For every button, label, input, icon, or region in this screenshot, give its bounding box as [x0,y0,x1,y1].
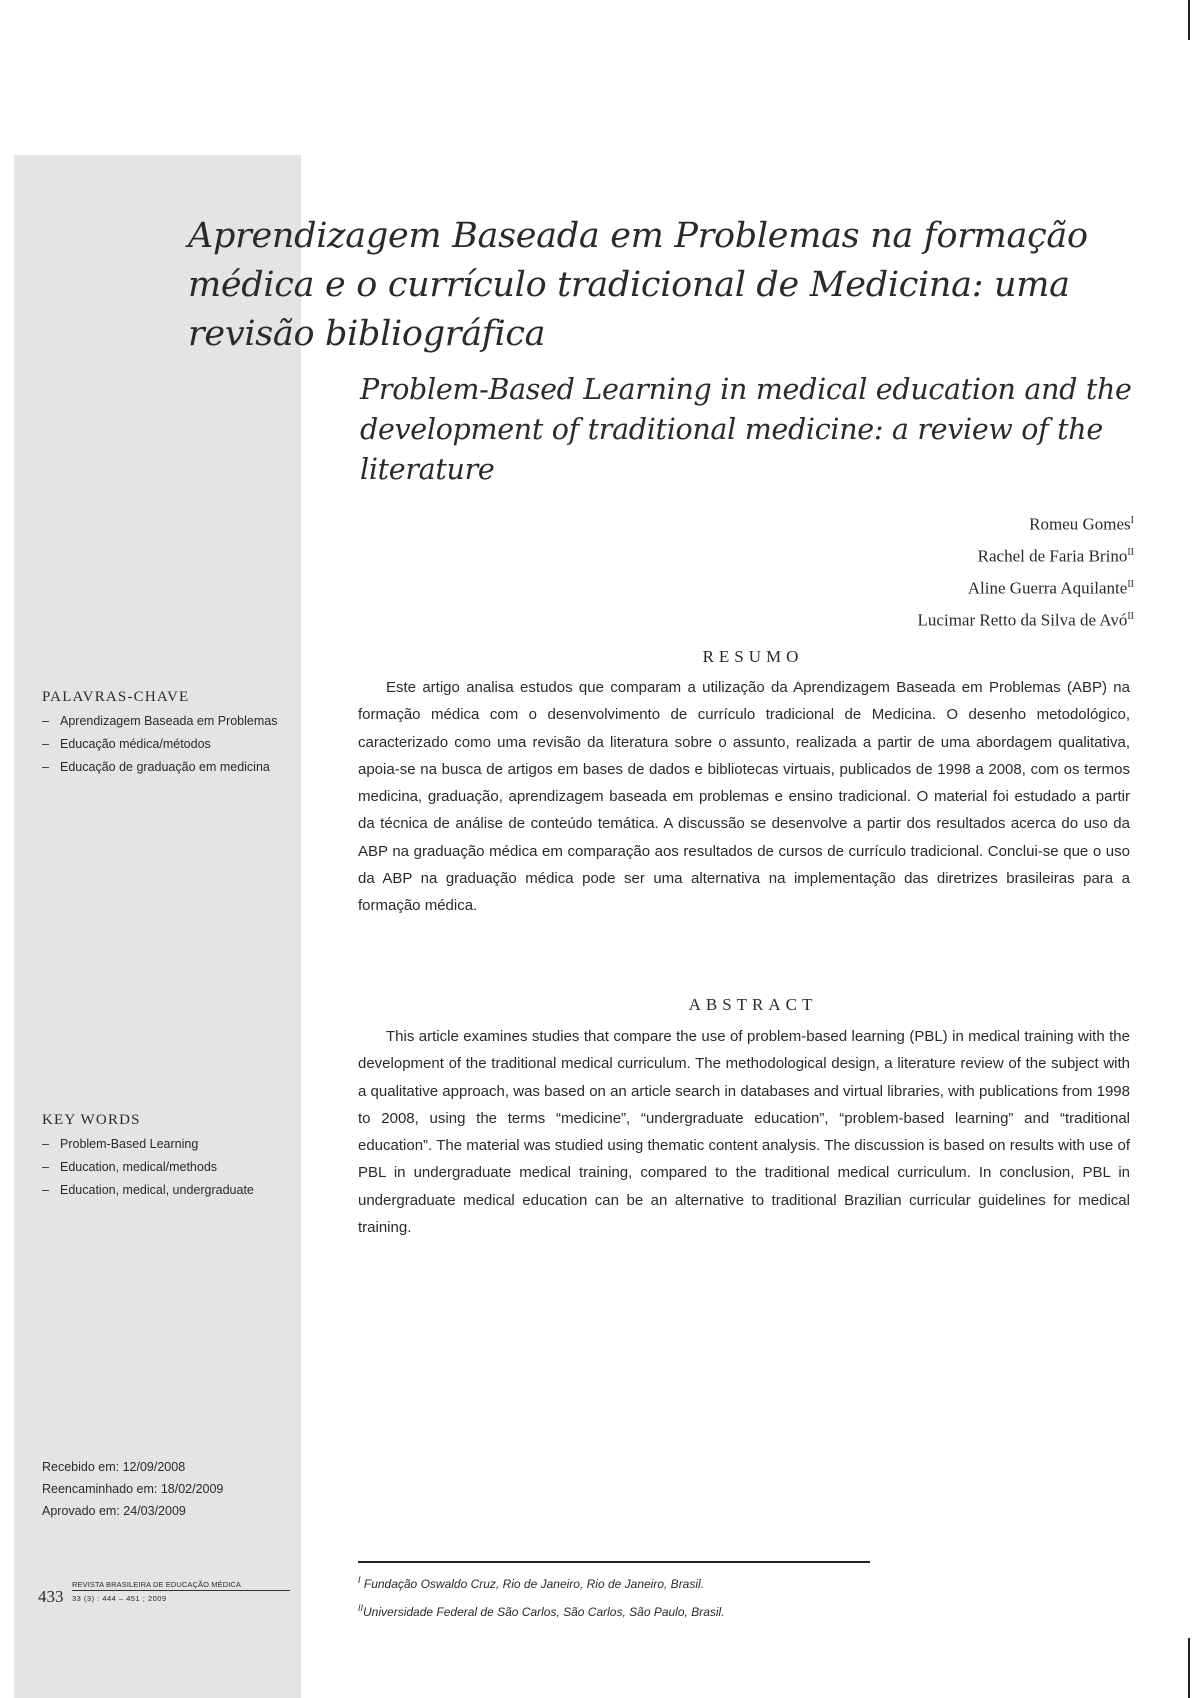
keyword-text: Education, medical/methods [60,1160,218,1174]
journal-citation [72,1580,290,1603]
author-name: Lucimar Retto da Silva de Avó [917,611,1128,631]
keyword-dash: – [42,1137,49,1151]
keyword-text: Educação médica/métodos [60,737,211,751]
author [918,539,1134,571]
keyword-item [42,1135,297,1153]
crop-mark-bottom [1188,1638,1190,1698]
date-approved: Aprovado em: 24/03/2009 [42,1504,186,1518]
palavras-chave-block [42,689,297,781]
palavras-chave-list [42,712,297,776]
resumo-heading: RESUMO [702,647,804,666]
keyword-text: Problem-Based Learning [60,1137,199,1151]
author [918,571,1134,603]
keywords-block [42,1112,297,1204]
palavras-chave-title: PALAVRAS-CHAVE [42,689,190,705]
abstract-heading: ABSTRACT [688,995,818,1014]
keywords-list [42,1135,297,1199]
keyword-item [42,758,297,776]
keyword-item [42,1158,297,1176]
journal-issue: 33 (3) : 444 – 451 ; 2009 [72,1594,167,1603]
author [918,603,1134,635]
footnote-mark: I [358,1575,361,1585]
footnote [358,1596,958,1624]
author-list [918,507,1134,636]
footnote-divider [358,1561,870,1563]
author-affiliation-mark: II [1127,611,1134,623]
keyword-item [42,735,297,753]
date-received: Recebido em: 12/09/2008 [42,1460,186,1474]
footnotes [358,1568,958,1624]
keyword-dash: – [42,1183,49,1197]
footnote-mark: II [358,1603,364,1613]
date-resubmitted: Reencaminhado em: 18/02/2009 [42,1482,224,1496]
keyword-dash: – [42,760,49,774]
resumo-text: Este artigo analisa estudos que comparam a utilização da Aprendizagem Baseada em Problemas (ABP) na formação médica com o desenvolvimento de currículo tradicional de Medicina. O desenho metodológico, caracterizado como uma revisão da literatura sobre o assunto, realizada a partir de uma abordagem qualitativa, apoia-se na busca de artigos em bases de dados e bibliotecas virtuais, publicados de 1998 a 2008, com os termos medicina, graduação, aprendizagem baseada em problemas e ensino tradicional. O material foi estudado a partir da técnica de análise de conteúdo temática. A discussão se desenvolve a partir dos resultados acerca do uso da ABP na graduação médica em comparação aos resultados de cursos de currículo tradicional. Conclui-se que o uso da ABP na graduação médica pode ser uma alternativa na implementação das diretrizes brasileiras para a formação médica. [358,679,1130,915]
keyword-dash: – [42,737,49,751]
submission-dates [42,1456,292,1522]
journal-name: REVISTA BRASILEIRA DE EDUCAÇÃO MÉDICA [72,1580,290,1591]
keyword-dash: – [42,1160,49,1174]
crop-mark-top [1188,0,1190,40]
keyword-text: Education, medical, undergraduate [60,1183,254,1197]
abstract-text: This article examines studies that compare the use of problem-based learning (PBL) in medical training with the development of the traditional medical curriculum. The methodological design, a literature review of the subject with a qualitative approach, was based on an article search in databases and virtual libraries, with publications from 1998 to 2008, using the terms “medicine”, “undergraduate education”, “problem-based learning” and “traditional education”. The material was studied using thematic content analysis. The discussion is based on results with use of PBL in undergraduate medical training, compared to the traditional medical curriculum. In conclusion, PBL in undergraduate medical education can be an alternative to traditional Brazilian curricular guidelines for medical training. [358,1028,1130,1237]
author-affiliation-mark: II [1127,547,1134,559]
author-name: Romeu Gomes [1029,514,1131,534]
keywords-title: KEY WORDS [42,1112,141,1128]
author [918,507,1134,539]
keyword-item [42,712,297,730]
author-name: Aline Guerra Aquilante [967,578,1128,598]
footnote-text: Fundação Oswaldo Cruz, Rio de Janeiro, Rio de Janeiro, Brasil. [363,1577,705,1591]
footnote [358,1568,958,1596]
title-portuguese: Aprendizagem Baseada em Problemas na formação médica e o currículo tradicional de Medicina: uma revisão bibliográfica [188,216,1088,354]
keyword-text: Educação de graduação em medicina [60,760,270,774]
keyword-text: Aprendizagem Baseada em Problemas [60,714,278,728]
keyword-dash: – [42,714,49,728]
author-name: Rachel de Faria Brino [977,546,1128,566]
footnote-text: Universidade Federal de São Carlos, São Carlos, São Paulo, Brasil. [363,1605,725,1619]
author-affiliation-mark: II [1127,579,1134,591]
author-affiliation-mark: I [1130,515,1134,526]
page-number: 433 [38,1587,64,1606]
title-english: Problem-Based Learning in medical education and the development of traditional medicine: a review of the literature [360,373,1132,486]
keyword-item [42,1181,297,1199]
